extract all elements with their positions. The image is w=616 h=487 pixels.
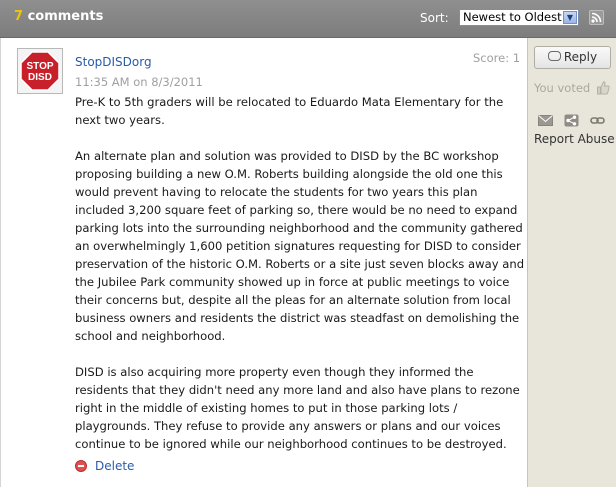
- comment-count-number: 7: [14, 9, 24, 24]
- report-abuse-link[interactable]: Report Abuse: [534, 132, 615, 146]
- link-icon[interactable]: [590, 112, 605, 125]
- reply-label: Reply: [563, 50, 598, 64]
- email-icon[interactable]: [538, 112, 553, 125]
- sort-label: Sort:: [420, 11, 449, 25]
- comment-paragraph: An alternate plan and solution was provided to DISD by the BC workshop proposing building a new O.M. Roberts building alongside the old one this would prevent having to relocate the students for two years this plan included 3,200 square feet of parking so, there would be no need to expand parking lots into the surrounding neighborhood and the community gathered an overwhelmingly 1,600 petition signatures requesting for DISD to consider preservation of the historic O.M. Roberts or a site just seven blocks away and the Jubilee Park community showed up in force at public meetings to voice their concerns but, despite all the pleas for an alternate solution from local business owners and residents the district was steadfast on demolishing the school and neighborhood.: [75, 149, 525, 343]
- comment-body: [75, 93, 526, 471]
- chevron-down-icon[interactable]: ▼: [563, 11, 577, 24]
- comment-item: [0, 38, 528, 487]
- delete-icon: [75, 460, 87, 472]
- comment-paragraph: Pre-K to 5th graders will be relocated to Eduardo Mata Elementary for the next two years.: [75, 95, 504, 127]
- rss-icon[interactable]: [589, 10, 604, 25]
- comment-score: Score: 1: [473, 51, 521, 65]
- voted-status: You voted: [534, 81, 591, 95]
- sort-select[interactable]: [459, 9, 579, 26]
- comment-paragraph: DISD is also acquiring more property even though they informed the residents that they didn't need any more land and also have plans to rezone right in the middle of existing homes to put in those parking lots / playgrounds. They refuse to provide any answers or plans and our voices continue to be ignored while our neighborhood continues to be destroyed.: [75, 365, 520, 451]
- share-icon[interactable]: [564, 112, 579, 125]
- comments-header: [0, 0, 616, 38]
- avatar[interactable]: [17, 48, 63, 94]
- svg-text:STOP: STOP: [26, 61, 54, 72]
- delete-label: Delete: [95, 459, 135, 473]
- thumbs-up-icon[interactable]: [597, 80, 610, 94]
- comment-timestamp: 11:35 AM on 8/3/2011: [75, 75, 203, 89]
- svg-text:DISD: DISD: [28, 72, 52, 83]
- comment-actions-sidebar: [527, 38, 616, 487]
- comment-count-label: comments: [27, 9, 104, 24]
- comment-author-link[interactable]: StopDISDorg: [75, 55, 152, 69]
- delete-button[interactable]: [75, 459, 134, 473]
- comment-count: [14, 9, 103, 24]
- sort-select-value: Newest to Oldest: [463, 10, 562, 24]
- reply-button[interactable]: [534, 46, 611, 69]
- speech-bubble-icon: [548, 51, 561, 61]
